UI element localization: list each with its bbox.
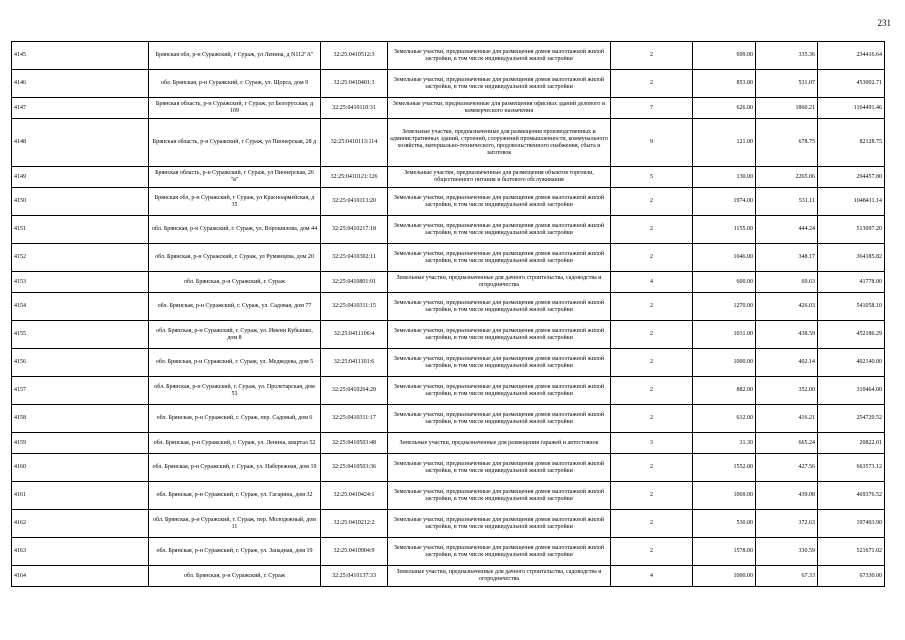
address-cell: обл. Брянская, р-н Суражский, г. Сураж, ул. Садовая, дом 77 [149,293,321,321]
register-body [12,42,885,587]
table-row [12,566,885,587]
use-group-cell: 4 [611,272,693,293]
cadastral-value-cell: 1164491.46 [818,98,885,119]
cadastral-value-cell: 294457.80 [818,167,885,188]
table-row [12,216,885,244]
address-cell: обл. Брянская, р-н Суражский, г. Сураж, ул. Гагарина, дом 32 [149,482,321,510]
row-number: 4154 [12,293,149,321]
use-group-cell: 2 [611,321,693,349]
address-cell: обл. Брянская, р-н Суражский, г. Сураж, ул. Медведева, дом 5 [149,349,321,377]
specific-value-cell: 438.59 [756,321,818,349]
row-number: 4149 [12,167,149,188]
permitted-use-cell: Земельные участки, предназначенные для размещения домов малоэтажной жилой застройки, в том числе индивидуальной жилой застройки [388,482,611,510]
table-row [12,510,885,538]
specific-value-cell: 2265.06 [756,167,818,188]
row-number: 4164 [12,566,149,587]
specific-value-cell: 665.24 [756,433,818,454]
cadastral-value-cell: 453002.71 [818,70,885,98]
use-group-cell: 2 [611,482,693,510]
cadastral-number-cell: 32:25:0410311:17 [321,405,388,433]
specific-value-cell: 67.33 [756,566,818,587]
permitted-use-cell: Земельные участки, предназначенные для размещения объектов торговли, общественного питания и бытового обслуживания [388,167,611,188]
cadastral-number-cell: 32:25:0410401:3 [321,70,388,98]
row-number: 4148 [12,119,149,167]
area-cell: 853.00 [693,70,756,98]
permitted-use-cell: Земельные участки, предназначенные для размещения офисных зданий делового и коммерческого назначения [388,98,611,119]
specific-value-cell: 439.08 [756,482,818,510]
cadastral-number-cell: 32:25:0410110:31 [321,98,388,119]
specific-value-cell: 426.03 [756,293,818,321]
specific-value-cell: 335.36 [756,42,818,70]
area-cell: 1000.00 [693,349,756,377]
table-row [12,349,885,377]
table-row [12,42,885,70]
cadastral-number-cell: 32:25:0410503:48 [321,433,388,454]
area-cell: 1552.00 [693,454,756,482]
address-cell: обл. Брянская, р-н Суражский, г. Сураж, ул. Щорса, дом 9 [149,70,321,98]
specific-value-cell: 531.11 [756,188,818,216]
cadastral-value-cell: 364185.82 [818,244,885,272]
cadastral-value-cell: 663573.12 [818,454,885,482]
table-row [12,538,885,566]
area-cell: 612.00 [693,405,756,433]
cadastral-number-cell: 32:25:0410311:15 [321,293,388,321]
row-number: 4159 [12,433,149,454]
table-row [12,244,885,272]
use-group-cell: 2 [611,405,693,433]
permitted-use-cell: Земельные участки, предназначенные для дачного строительства, садоводства и огородничества [388,272,611,293]
area-cell: 626.00 [693,98,756,119]
cadastral-number-cell: 32:25:0410113:114 [321,119,388,167]
cadastral-value-cell: 41778.00 [818,272,885,293]
permitted-use-cell: Земельные участки, предназначенные для размещения домов малоэтажной жилой застройки, в том числе индивидуальной жилой застройки [388,454,611,482]
cadastral-value-cell: 234416.64 [818,42,885,70]
use-group-cell: 2 [611,293,693,321]
row-number: 4161 [12,482,149,510]
permitted-use-cell: Земельные участки, предназначенные для размещения домов малоэтажной жилой застройки, в том числе индивидуальной жилой застройки [388,293,611,321]
cadastral-number-cell: 32:25:0410904:9 [321,538,388,566]
area-cell: 31.30 [693,433,756,454]
table-row [12,293,885,321]
cadastral-number-cell: 32:25:0410212:2 [321,510,388,538]
area-cell: 1000.00 [693,566,756,587]
cadastral-number-cell: 32:25:0410424:1 [321,482,388,510]
address-cell: Брянская область, р-н Суражский, г Сураж, ул Пионерская, 28 д [149,119,321,167]
specific-value-cell: 444.24 [756,216,818,244]
table-row [12,377,885,405]
permitted-use-cell: Земельные участки, предназначенные для размещения домов малоэтажной жилой застройки, в том числе индивидуальной жилой застройки [388,405,611,433]
specific-value-cell: 402.14 [756,349,818,377]
cadastral-value-cell: 513097.20 [818,216,885,244]
cadastral-number-cell: 32:25:0411101:6 [321,349,388,377]
address-cell: обл. Брянская, р-н Суражский, г. Сураж, пер. Садовый, дом 6 [149,405,321,433]
use-group-cell: 4 [611,566,693,587]
cadastral-value-cell: 254720.52 [818,405,885,433]
address-cell: Брянская обл, р-н Суражский, г Сураж, ул Красноармейская, д 35 [149,188,321,216]
cadastral-value-cell: 541058.10 [818,293,885,321]
address-cell: обл. Брянская, р-н Суражский, г. Сураж, ул. Ворошилова, дом 44 [149,216,321,244]
permitted-use-cell: Земельные участки, предназначенные для размещения производственных и административных зданий, строений, сооружений промышленности, коммунального хозяйства, материально-технического, продовольственного снабжения, сбыта и заготовок [388,119,611,167]
row-number: 4152 [12,244,149,272]
cadastral-number-cell: 32:25:0410217:18 [321,216,388,244]
use-group-cell: 2 [611,188,693,216]
cadastral-number-cell: 32:25:0410302:11 [321,244,388,272]
specific-value-cell: 372.63 [756,510,818,538]
cadastral-number-cell: 32:25:0411106:4 [321,321,388,349]
cadastral-number-cell: 32:25:0410512:3 [321,42,388,70]
area-cell: 1031.00 [693,321,756,349]
use-group-cell: 9 [611,119,693,167]
cadastral-value-cell: 402140.00 [818,349,885,377]
use-group-cell: 2 [611,538,693,566]
specific-value-cell: 330.59 [756,538,818,566]
area-cell: 130.00 [693,167,756,188]
row-number: 4163 [12,538,149,566]
permitted-use-cell: Земельные участки, предназначенные для размещения домов малоэтажной жилой застройки, в том числе индивидуальной жилой застройки [388,70,611,98]
permitted-use-cell: Земельные участки, предназначенные для дачного строительства, садоводства и огородничества [388,566,611,587]
row-number: 4146 [12,70,149,98]
use-group-cell: 2 [611,349,693,377]
permitted-use-cell: Земельные участки, предназначенные для размещения домов малоэтажной жилой застройки, в том числе индивидуальной жилой застройки [388,244,611,272]
area-cell: 1974.00 [693,188,756,216]
cadastral-value-cell: 82128.75 [818,119,885,167]
table-row [12,98,885,119]
table-row [12,188,885,216]
cadastral-value-cell: 310464.00 [818,377,885,405]
permitted-use-cell: Земельные участки, предназначенные для размещения домов малоэтажной жилой застройки, в том числе индивидуальной жилой застройки [388,188,611,216]
permitted-use-cell: Земельные участки, предназначенные для размещения гаражей и автостоянок [388,433,611,454]
use-group-cell: 2 [611,244,693,272]
row-number: 4160 [12,454,149,482]
area-cell: 1155.00 [693,216,756,244]
address-cell: Брянская область, р-н Суражский, г Сураж, ул Белорусская, д 109 [149,98,321,119]
row-number: 4162 [12,510,149,538]
permitted-use-cell: Земельные участки, предназначенные для размещения домов малоэтажной жилой застройки, в том числе индивидуальной жилой застройки [388,42,611,70]
address-cell: обл. Брянская, р-н Суражский, г. Сураж, ул. Имени Кубышко, дом 8 [149,321,321,349]
table-row [12,482,885,510]
use-group-cell: 2 [611,216,693,244]
address-cell: обл. Брянская, р-н Суражский, г. Сураж, ул. Западная, дом 19 [149,538,321,566]
cadastral-number-cell: 32:25:0410113:20 [321,188,388,216]
specific-value-cell: 416.21 [756,405,818,433]
row-number: 4151 [12,216,149,244]
cadastral-number-cell: 32:25:0410801:91 [321,272,388,293]
table-row [12,167,885,188]
page-number: 231 [877,18,891,28]
cadastral-value-cell: 469376.52 [818,482,885,510]
specific-value-cell: 348.17 [756,244,818,272]
use-group-cell: 2 [611,510,693,538]
cadastral-number-cell: 32:25:0410137:33 [321,566,388,587]
specific-value-cell: 1860.21 [756,98,818,119]
table-row [12,272,885,293]
permitted-use-cell: Земельные участки, предназначенные для размещения домов малоэтажной жилой застройки, в том числе индивидуальной жилой застройки [388,510,611,538]
area-cell: 1578.00 [693,538,756,566]
row-number: 4156 [12,349,149,377]
cadastral-number-cell: 32:25:0410121:126 [321,167,388,188]
cadastral-value-cell: 521671.02 [818,538,885,566]
table-row [12,70,885,98]
permitted-use-cell: Земельные участки, предназначенные для размещения домов малоэтажной жилой застройки, в том числе индивидуальной жилой застройки [388,538,611,566]
cadastral-value-cell: 20822.01 [818,433,885,454]
row-number: 4157 [12,377,149,405]
specific-value-cell: 69.63 [756,272,818,293]
specific-value-cell: 531.07 [756,70,818,98]
land-register-table [11,41,885,587]
specific-value-cell: 352.00 [756,377,818,405]
use-group-cell: 2 [611,377,693,405]
cadastral-value-cell: 452186.29 [818,321,885,349]
area-cell: 1270.00 [693,293,756,321]
table-row [12,119,885,167]
specific-value-cell: 678.75 [756,119,818,167]
table-row [12,454,885,482]
row-number: 4155 [12,321,149,349]
cadastral-value-cell: 197493.90 [818,510,885,538]
use-group-cell: 2 [611,454,693,482]
area-cell: 1046.00 [693,244,756,272]
address-cell: обл. Брянская, р-н Суражский, г. Сураж [149,272,321,293]
cadastral-value-cell: 1048411.14 [818,188,885,216]
table-row [12,433,885,454]
address-cell: обл. Брянская, р-н Суражский, г. Сураж, ул. Набережная, дом 19 [149,454,321,482]
area-cell: 699.00 [693,42,756,70]
area-cell: 1069.00 [693,482,756,510]
row-number: 4150 [12,188,149,216]
use-group-cell: 7 [611,98,693,119]
permitted-use-cell: Земельные участки, предназначенные для размещения домов малоэтажной жилой застройки, в том числе индивидуальной жилой застройки [388,349,611,377]
table-row [12,321,885,349]
table-row [12,405,885,433]
address-cell: Брянская область, р-н Суражский, г Сураж, ул Пионерская, 26 "в" [149,167,321,188]
row-number: 4153 [12,272,149,293]
area-cell: 121.00 [693,119,756,167]
row-number: 4147 [12,98,149,119]
use-group-cell: 2 [611,42,693,70]
use-group-cell: 3 [611,433,693,454]
address-cell: обл. Брянская, р-н Суражский, г. Сураж, ул. Ленина, квартал 52 [149,433,321,454]
row-number: 4145 [12,42,149,70]
area-cell: 882.00 [693,377,756,405]
use-group-cell: 2 [611,70,693,98]
permitted-use-cell: Земельные участки, предназначенные для размещения домов малоэтажной жилой застройки, в том числе индивидуальной жилой застройки [388,216,611,244]
address-cell: обл. Брянская, р-н Суражский, г. Сураж [149,566,321,587]
specific-value-cell: 427.56 [756,454,818,482]
address-cell: обл. Брянская, р-н Суражский, г. Сураж, ул Румянцева, дом 20 [149,244,321,272]
cadastral-number-cell: 32:25:0410503:36 [321,454,388,482]
address-cell: Брянская обл, р-н Суражский, г Сураж, ул Ленина, д N112"А" [149,42,321,70]
area-cell: 600.00 [693,272,756,293]
address-cell: обл. Брянская, р-н Суражский, г. Сураж, пер. Молодежный, дом 11 [149,510,321,538]
permitted-use-cell: Земельные участки, предназначенные для размещения домов малоэтажной жилой застройки, в том числе индивидуальной жилой застройки [388,377,611,405]
cadastral-number-cell: 32:25:0410204:20 [321,377,388,405]
use-group-cell: 5 [611,167,693,188]
row-number: 4158 [12,405,149,433]
cadastral-value-cell: 67330.00 [818,566,885,587]
area-cell: 530.00 [693,510,756,538]
permitted-use-cell: Земельные участки, предназначенные для размещения домов малоэтажной жилой застройки, в том числе индивидуальной жилой застройки [388,321,611,349]
address-cell: обл. Брянская, р-н Суражский, г. Сураж, ул. Пролетарская, дом 53 [149,377,321,405]
